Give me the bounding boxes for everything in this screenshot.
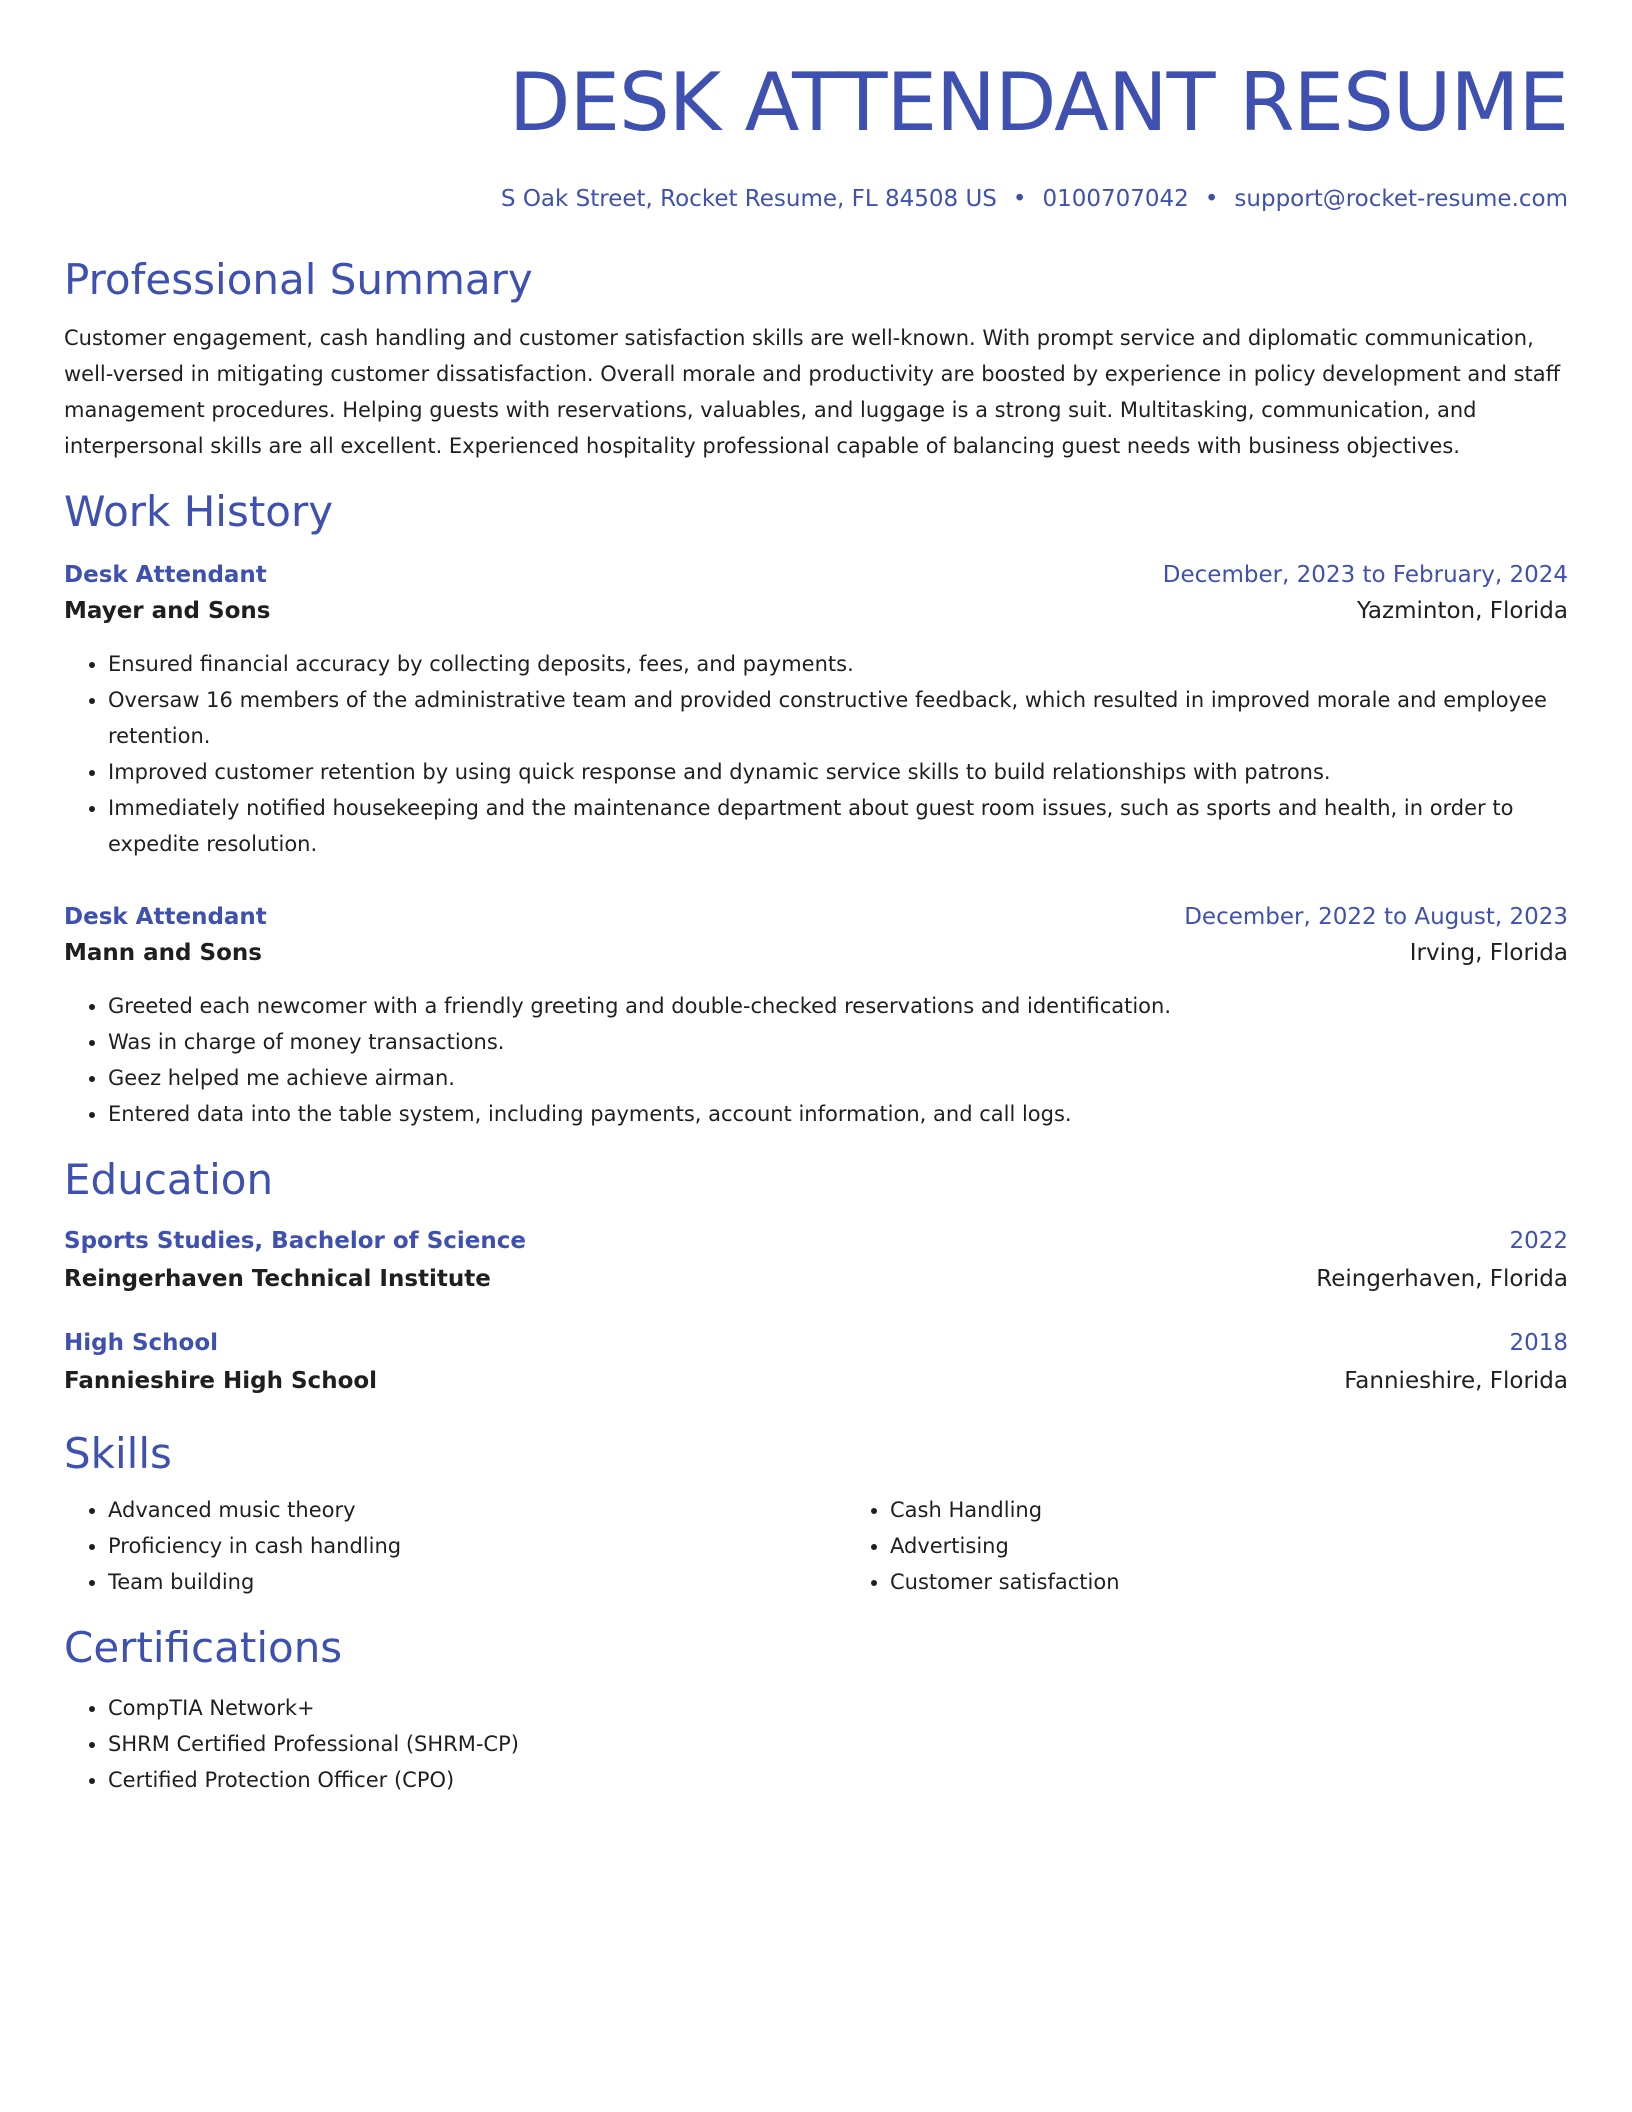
list-item: • Improved customer retention by using quick response and dynamic service skills to build relationships with patrons. bbox=[108, 754, 1568, 790]
education-location: Reingerhaven, Florida bbox=[1316, 1266, 1568, 1292]
job-dates: December, 2022 to August, 2023 bbox=[1184, 904, 1568, 930]
job-header-row bbox=[64, 558, 1568, 592]
list-item: • Customer satisfaction bbox=[890, 1564, 1628, 1600]
list-item: • Proficiency in cash handling bbox=[108, 1528, 846, 1564]
job-bullets bbox=[64, 988, 1568, 1132]
resume-title: DESK ATTENDANT RESUME bbox=[508, 56, 1568, 149]
section-title-certifications: Certifications bbox=[64, 1623, 343, 1672]
phone-text: 0100707042 bbox=[1042, 186, 1189, 212]
list-item: • Advanced music theory bbox=[108, 1492, 846, 1528]
list-item: • Cash Handling bbox=[890, 1492, 1628, 1528]
list-item: • Immediately notified housekeeping and the maintenance department about guest room issues, such as sports and health, in order to expedite resolution. bbox=[108, 790, 1568, 862]
section-title-education: Education bbox=[64, 1155, 274, 1204]
list-item: • CompTIA Network+ bbox=[108, 1690, 1568, 1726]
job-title: Desk Attendant bbox=[64, 562, 267, 588]
separator-dot: • bbox=[1012, 186, 1027, 212]
certifications-list bbox=[64, 1690, 1568, 1798]
list-item: • Team building bbox=[108, 1564, 846, 1600]
job-location: Yazminton, Florida bbox=[1357, 598, 1568, 624]
education-degree: Sports Studies, Bachelor of Science bbox=[64, 1228, 526, 1254]
list-item: • Was in charge of money transactions. bbox=[108, 1024, 1568, 1060]
job-dates: December, 2023 to February, 2024 bbox=[1162, 562, 1568, 588]
education-school-row bbox=[64, 1258, 1568, 1300]
list-item: • Entered data into the table system, including payments, account information, and call logs. bbox=[108, 1096, 1568, 1132]
education-school: Fannieshire High School bbox=[64, 1368, 378, 1394]
email-link[interactable]: support@rocket-resume.com bbox=[1234, 186, 1568, 212]
job-company: Mann and Sons bbox=[64, 940, 262, 966]
summary-text: Customer engagement, cash handling and customer satisfaction skills are well-known. With prompt service and diplomatic communication, well-versed in mitigating customer dissatisfaction. Overall morale and productivity are boosted by experience in policy development and staff management procedures. Helping guests with reservations, valuables, and luggage is a strong suit. Multitasking, communication, and interpersonal skills are all excellent. Experienced hospitality professional capable of balancing guest needs with business objectives. bbox=[64, 326, 1561, 458]
job-company: Mayer and Sons bbox=[64, 598, 271, 624]
section-title-work-history: Work History bbox=[64, 487, 334, 536]
list-item: • Geez helped me achieve airman. bbox=[108, 1060, 1568, 1096]
skills-grid bbox=[64, 1492, 1568, 1600]
list-item: • Certified Protection Officer (CPO) bbox=[108, 1762, 1568, 1798]
list-item: • SHRM Certified Professional (SHRM-CP) bbox=[108, 1726, 1568, 1762]
education-school: Reingerhaven Technical Institute bbox=[64, 1266, 491, 1292]
education-entry bbox=[64, 1326, 1568, 1402]
education-header-row bbox=[64, 1326, 1568, 1360]
education-location: Fannieshire, Florida bbox=[1344, 1368, 1568, 1394]
job-title: Desk Attendant bbox=[64, 904, 267, 930]
list-item: • Advertising bbox=[890, 1528, 1628, 1564]
list-item: • Oversaw 16 members of the administrative team and provided constructive feedback, which resulted in improved morale and employee retention. bbox=[108, 682, 1568, 754]
job-entry bbox=[64, 558, 1568, 862]
resume-header bbox=[64, 48, 1568, 214]
education-school-row bbox=[64, 1360, 1568, 1402]
contact-line bbox=[64, 184, 1568, 214]
skills-list-left bbox=[64, 1492, 846, 1600]
education-year: 2022 bbox=[1509, 1228, 1568, 1254]
separator-dot: • bbox=[1204, 186, 1219, 212]
education-year: 2018 bbox=[1509, 1330, 1568, 1356]
education-header-row bbox=[64, 1224, 1568, 1258]
job-company-row bbox=[64, 592, 1568, 630]
job-company-row bbox=[64, 934, 1568, 972]
job-bullets bbox=[64, 646, 1568, 862]
skills-list-right bbox=[846, 1492, 1628, 1600]
section-title-summary: Professional Summary bbox=[64, 255, 533, 304]
job-entry bbox=[64, 900, 1568, 1132]
section-title-skills: Skills bbox=[64, 1429, 172, 1478]
job-header-row bbox=[64, 900, 1568, 934]
address-text: S Oak Street, Rocket Resume, FL 84508 US bbox=[500, 186, 997, 212]
education-entry bbox=[64, 1224, 1568, 1300]
job-location: Irving, Florida bbox=[1409, 940, 1568, 966]
list-item: • Greeted each newcomer with a friendly greeting and double-checked reservations and identification. bbox=[108, 988, 1568, 1024]
list-item: • Ensured financial accuracy by collecting deposits, fees, and payments. bbox=[108, 646, 1568, 682]
education-degree: High School bbox=[64, 1330, 219, 1356]
